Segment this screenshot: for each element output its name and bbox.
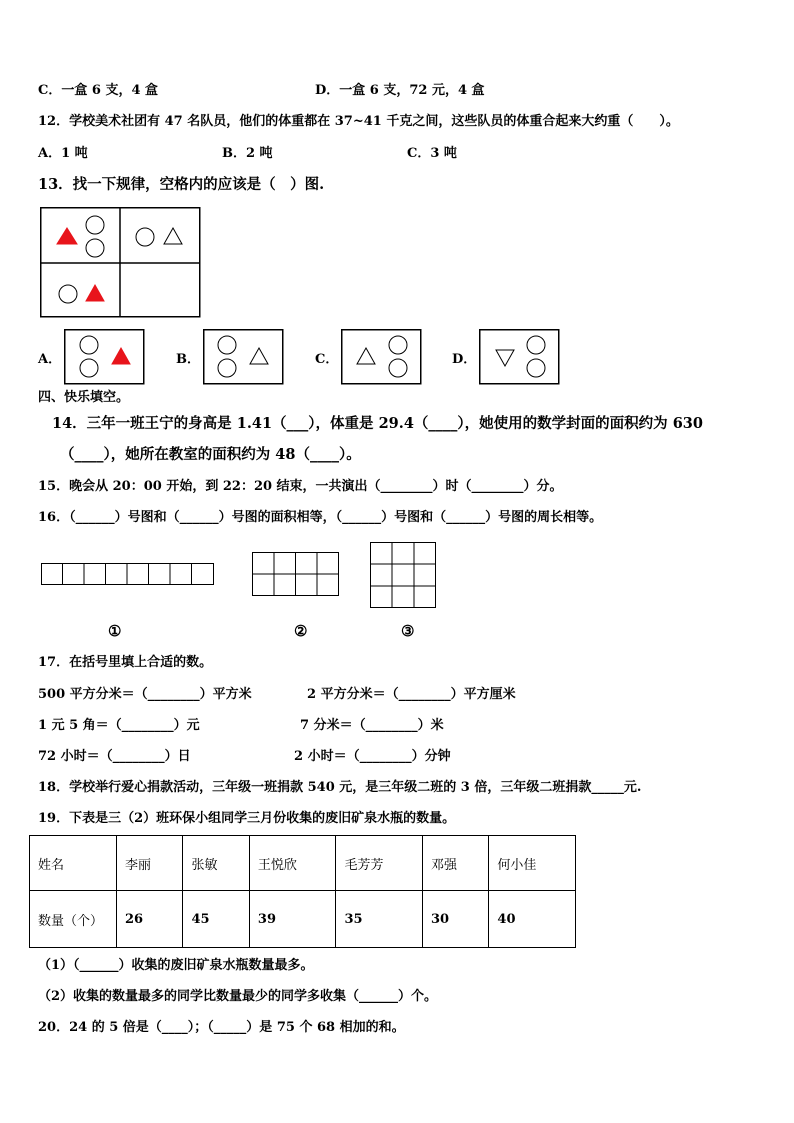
q16-figure-1	[41, 563, 214, 585]
q15-stem: 15．晚会从 20：00 开始，到 22：20 结束，一共演出（________）时（________）分。	[38, 479, 563, 494]
table-cell: 毛芳芳	[336, 836, 423, 891]
table-cell: 39	[249, 891, 336, 948]
q13-pattern-grid	[40, 207, 201, 318]
q19-sub1: （1）（______）收集的废旧矿泉水瓶数量最多。	[38, 958, 314, 973]
q19-table	[29, 835, 576, 948]
table-cell: 30	[422, 891, 488, 948]
q13-label-b: B．	[176, 352, 200, 367]
table-cell: 数量（个）	[30, 891, 117, 948]
q17-r2a: 1 元 5 角＝（________）元	[38, 718, 200, 733]
q13-option-d[interactable]	[479, 329, 560, 385]
q12-option-c: C．3 吨	[407, 146, 457, 161]
q13-label-a: A．	[38, 352, 62, 367]
q13-option-a[interactable]	[64, 329, 145, 385]
q16-stem: 16．（______）号图和（______）号图的面积相等，（______）号图和（______）号图的周长相等。	[38, 510, 603, 525]
q16-figure-3	[370, 542, 436, 608]
section-4-heading: 四、快乐填空。	[38, 390, 130, 405]
q16-number-1: ①	[108, 622, 122, 640]
table-cell: 45	[183, 891, 249, 948]
q17-r3a: 72 小时＝（________）日	[38, 749, 191, 764]
q11-option-c: C．一盒 6 支，4 盒	[38, 83, 159, 98]
q13-option-c[interactable]	[341, 329, 422, 385]
table-cell: 40	[489, 891, 576, 948]
q17-r1b: 2 平方分米＝（________）平方厘米	[307, 687, 516, 702]
q12-stem: 12．学校美术社团有 47 名队员，他们的体重都在 37~41 千克之间，这些队员的体重合起来大约重（ ）。	[38, 114, 679, 129]
table-row	[30, 891, 576, 948]
q13-label-d: D．	[452, 352, 477, 367]
table-cell: 李丽	[117, 836, 183, 891]
table-header-row	[30, 836, 576, 891]
q17-r1a: 500 平方分米＝（________）平方米	[38, 687, 252, 702]
table-cell: 26	[117, 891, 183, 948]
q13-label-c: C．	[315, 352, 339, 367]
table-cell: 35	[336, 891, 423, 948]
q19-stem: 19．下表是三（2）班环保小组同学三月份收集的废旧矿泉水瓶的数量。	[38, 811, 456, 826]
q18-stem: 18．学校举行爱心捐款活动，三年级一班捐款 540 元，是三年级二班的 3 倍，三年级二班捐款_____元.	[38, 780, 642, 795]
table-cell: 张敏	[183, 836, 249, 891]
q12-option-b: B．2 吨	[222, 146, 273, 161]
q12-option-a: A．1 吨	[38, 146, 88, 161]
q14-line2: （____），她所在教室的面积约为 48（____）。	[60, 446, 361, 463]
q11-option-d: D．一盒 6 支，72 元，4 盒	[315, 83, 485, 98]
q17-r3b: 2 小时＝（________）分钟	[294, 749, 451, 764]
q17-r2b: 7 分米＝（________）米	[300, 718, 444, 733]
q14-line1: 14．三年一班王宁的身高是 1.41（___），体重是 29.4（____），她使用的数学封面的面积约为 630	[52, 415, 703, 432]
q13-stem: 13．找一下规律，空格内的应该是（ ）图.	[38, 176, 325, 193]
table-cell: 姓名	[30, 836, 117, 891]
q13-option-b[interactable]	[203, 329, 284, 385]
q16-number-3: ③	[401, 622, 415, 640]
table-cell: 王悦欣	[249, 836, 336, 891]
table-cell: 何小佳	[489, 836, 576, 891]
q16-figure-2	[252, 552, 339, 596]
table-cell: 邓强	[422, 836, 488, 891]
q20-stem: 20．24 的 5 倍是（____）；（_____）是 75 个 68 相加的和。	[38, 1020, 405, 1035]
q19-sub2: （2）收集的数量最多的同学比数量最少的同学多收集（______）个。	[38, 989, 438, 1004]
q16-number-2: ②	[294, 622, 308, 640]
q17-stem: 17．在括号里填上合适的数。	[38, 655, 213, 670]
